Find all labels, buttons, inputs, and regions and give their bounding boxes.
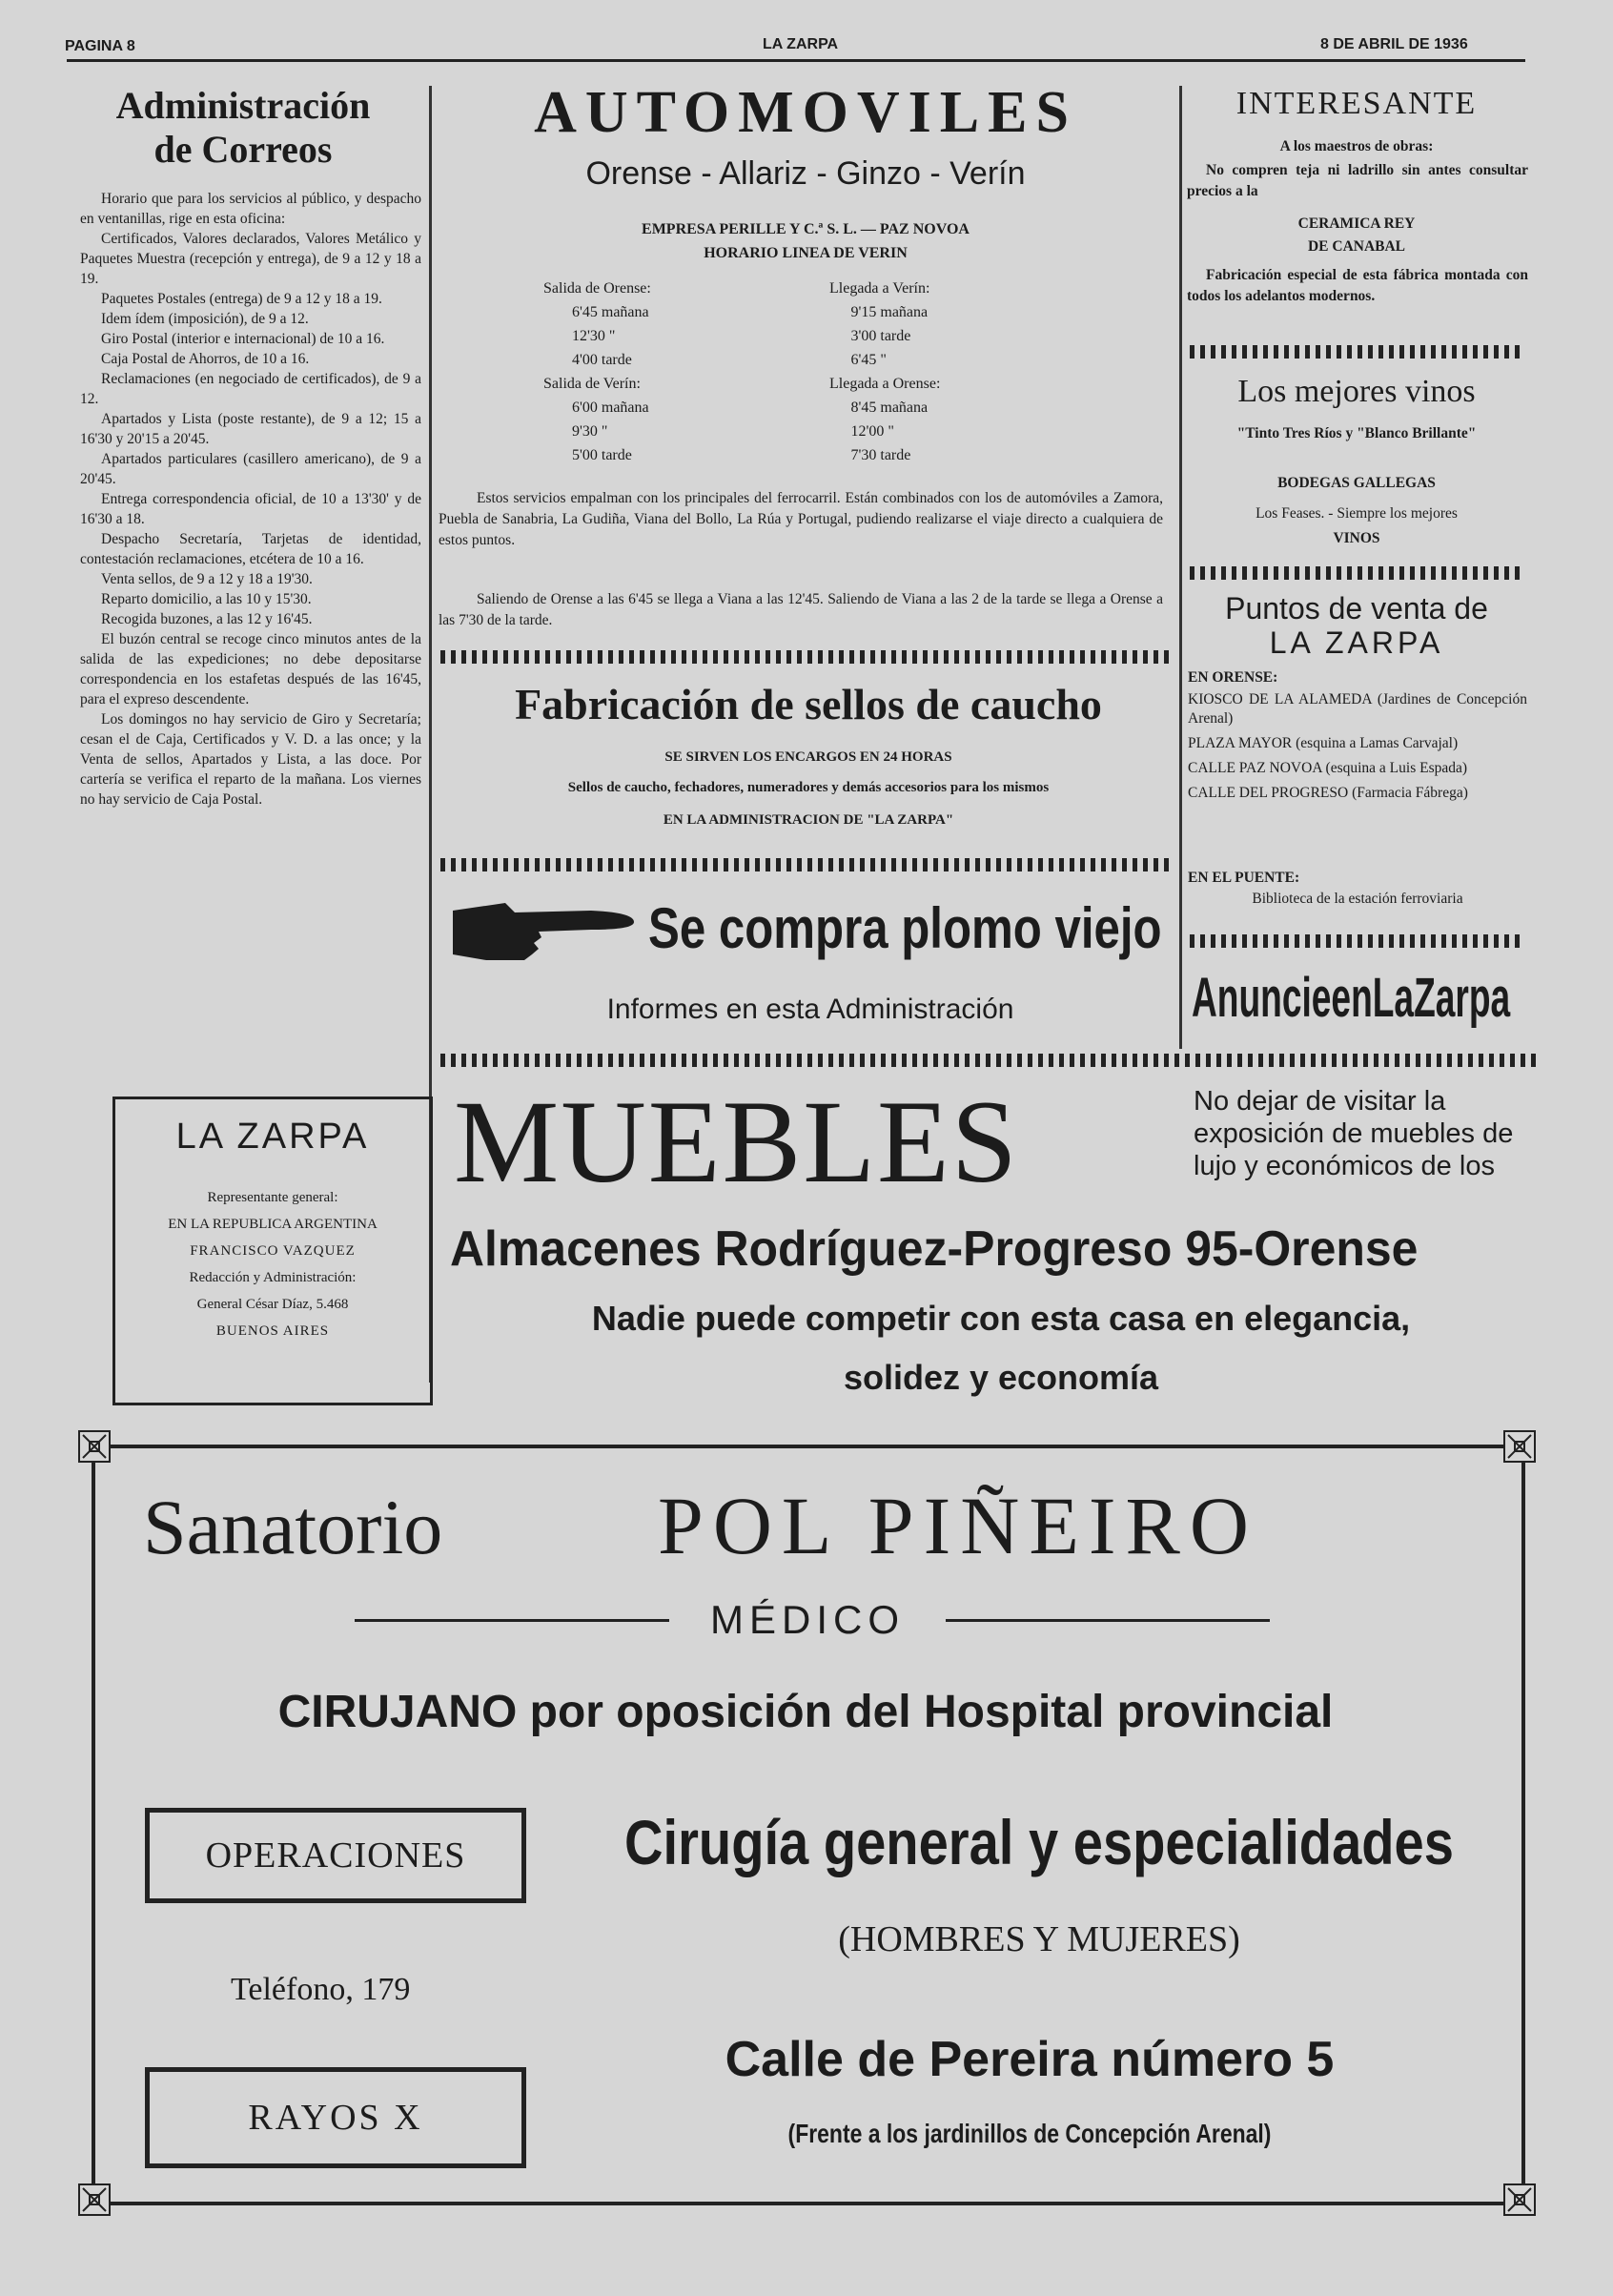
frente-line: (Frente a los jardinillos de Concepción Arenal) xyxy=(787,2119,1272,2148)
separator-dots-r2 xyxy=(1190,566,1523,580)
muebles-line-2: Nadie puede competir con esta casa en elegancia, xyxy=(591,1299,1411,1338)
header-rule xyxy=(67,59,1525,62)
plomo-title: Se compra plomo viejo xyxy=(648,896,1162,960)
arrival-time: 6'45 " xyxy=(850,352,887,368)
corner-ornament-tr xyxy=(1503,1430,1536,1463)
representante-line: EN LA REPUBLICA ARGENTINA xyxy=(168,1217,378,1232)
representante-title: LA ZARPA xyxy=(175,1117,370,1157)
page-number: PAGINA 8 xyxy=(65,38,135,54)
newspaper-name: LA ZARPA xyxy=(763,36,839,52)
medico-rule-right xyxy=(946,1619,1270,1622)
rayos-box xyxy=(145,2067,526,2168)
interesante-text-2: Fabricación especial de esta fábrica montada con todos los adelantos modernos. xyxy=(1187,267,1528,304)
hombres-line: (HOMBRES Y MUJERES) xyxy=(838,1919,1240,1959)
sellos-line-1: SE SIRVEN LOS ENCARGOS EN 24 HORAS xyxy=(664,749,952,765)
separator-dots-1 xyxy=(440,650,1171,664)
vinos-line-1: "Tinto Tres Ríos y "Blanco Brillante" xyxy=(1236,425,1477,441)
schedule-row xyxy=(543,324,1077,348)
departure-time: 4'00 tarde xyxy=(572,352,632,368)
correos-body xyxy=(80,189,421,810)
issue-date: 8 DE ABRIL DE 1936 xyxy=(1320,36,1468,52)
vinos-title: Los mejores vinos xyxy=(1237,374,1476,409)
departure-time: 6'00 mañana xyxy=(572,400,649,416)
muebles-title: MUEBLES xyxy=(454,1076,1019,1207)
puntos-puente-heading: EN EL PUENTE: xyxy=(1188,870,1300,886)
interesante-line-1: A los maestros de obras: xyxy=(1279,138,1434,154)
muebles-line-1: Almacenes Rodríguez-Progreso 95-Orense xyxy=(450,1221,1419,1277)
muebles-line-3: solidez y economía xyxy=(843,1358,1159,1397)
correos-paragraph: Idem ídem (imposición), de 9 a 12. xyxy=(101,311,309,327)
correos-paragraph: El buzón central se recoge cinco minutos antes de la salida de las expediciones; no debe depositarse correspondencia en los estafetas después de las 16'45, para el expreso descendente. xyxy=(80,631,421,707)
correos-paragraph: Horario que para los servicios al público, y despacho en ventanillas, rige en esta oficina: xyxy=(80,191,421,227)
arrival-time: 3'00 tarde xyxy=(850,328,911,344)
correos-title-1: Administración xyxy=(115,84,371,127)
column-divider-right xyxy=(1179,86,1182,1049)
operaciones-box xyxy=(145,1808,526,1903)
correos-paragraph: Giro Postal (interior e internacional) de 10 a 16. xyxy=(101,331,385,347)
corner-ornament-bl xyxy=(78,2183,111,2216)
sellos-title: Fabricación de sellos de caucho xyxy=(515,680,1102,728)
arrival-time: 7'30 tarde xyxy=(850,447,911,463)
vinos-line-2: BODEGAS GALLEGAS xyxy=(1277,475,1436,491)
puntos-list xyxy=(1188,690,1527,809)
cirujano-line: CIRUJANO por oposición del Hospital provincial xyxy=(277,1687,1334,1737)
schedule-row xyxy=(543,348,1077,372)
muebles-side-text: No dejar de visitar la exposición de muebles de lujo y económicos de los xyxy=(1194,1086,1514,1181)
correos-paragraph: Venta sellos, de 9 a 12 y 18 a 19'30. xyxy=(101,571,313,587)
pointing-hand-icon xyxy=(448,892,639,968)
puntos-title-2: LA ZARPA xyxy=(1269,625,1444,660)
correos-paragraph: Apartados y Lista (poste restante), de 9 a 12; 15 a 16'30 y 20'15 a 20'45. xyxy=(80,411,421,447)
medico-rule-left xyxy=(355,1619,669,1622)
departure-time: 5'00 tarde xyxy=(572,447,632,463)
correos-paragraph: Los domingos no hay servicio de Giro y Secretaría; cesan el de Caja, Certificados y V. D. a las once; y la Venta de sellos, Apartados y Lista, a las doce. Por cartería se verifica el reparto de la mañana. Los viernes no hay servicio de Caja Postal. xyxy=(80,711,421,808)
sellos-line-3: EN LA ADMINISTRACION DE "LA ZARPA" xyxy=(663,812,954,828)
representante-line: FRANCISCO VAZQUEZ xyxy=(190,1243,356,1259)
automoviles-note-1: Estos servicios empalman con los principales del ferrocarril. Están combinados con los de automóviles a Zamora, Puebla de Sanabria, La Gudiña, Viana del Bollo, La Rúa y Portugal, pudiendo realizarse el viaje directo a cualquiera de estos puntos. xyxy=(439,490,1163,548)
anuncie-text: AnuncieenLaZarpa xyxy=(1192,967,1511,1029)
puntos-item: CALLE PAZ NOVOA (esquina a Luis Espada) xyxy=(1188,760,1468,776)
puntos-item: CALLE DEL PROGRESO (Farmacia Fábrega) xyxy=(1188,785,1468,801)
medico-label: MÉDICO xyxy=(710,1597,905,1642)
correos-paragraph: Recogida buzones, a las 12 y 16'45. xyxy=(101,611,313,627)
cirugia-line: Cirugía general y especialidades xyxy=(624,1807,1454,1877)
corner-ornament-tl xyxy=(78,1430,111,1463)
representante-box xyxy=(112,1097,433,1405)
puntos-item: PLAZA MAYOR (esquina a Lamas Carvajal) xyxy=(1188,735,1459,751)
automoviles-company: EMPRESA PERILLE Y C.ª S. L. — PAZ NOVOA xyxy=(642,221,970,237)
calle-line: Calle de Pereira número 5 xyxy=(725,2032,1335,2087)
interesante-title: INTERESANTE xyxy=(1235,86,1478,121)
plomo-subtitle: Informes en esta Administración xyxy=(606,994,1014,1025)
schedule-row xyxy=(543,420,1077,443)
puntos-puente-item: Biblioteca de la estación ferroviaria xyxy=(1252,891,1463,907)
correos-paragraph: Entrega correspondencia oficial, de 10 a 13'30' y de 16'30 a 18. xyxy=(80,491,421,527)
separator-dots-3 xyxy=(440,1054,1537,1067)
ceramica-name-2: DE CANABAL xyxy=(1307,238,1406,255)
representante-line: Representante general: xyxy=(207,1190,338,1205)
schedule-col-right: Llegada a Verín: xyxy=(829,280,930,297)
correos-paragraph: Reparto domicilio, a las 10 y 15'30. xyxy=(101,591,312,607)
departure-time: 9'30 " xyxy=(572,423,608,440)
schedule-title: HORARIO LINEA DE VERIN xyxy=(704,245,908,261)
telefono-line: Teléfono, 179 xyxy=(231,1972,411,2007)
corner-ornament-br xyxy=(1503,2183,1536,2216)
correos-paragraph: Apartados particulares (casillero americano), de 9 a 20'45. xyxy=(80,451,421,487)
separator-dots-r3 xyxy=(1190,934,1523,948)
puntos-title-1: Puntos de venta de xyxy=(1225,591,1488,625)
automoviles-note-2: Saliendo de Orense a las 6'45 se llega a Viana a las 12'45. Saliendo de Viana a las 2 de la tarde se llega a Orense a las 7'30 de la tarde. xyxy=(439,591,1163,628)
operaciones-label: OPERACIONES xyxy=(205,1835,466,1876)
representante-line: General César Díaz, 5.468 xyxy=(196,1297,349,1312)
schedule-col-left: Salida de Orense: xyxy=(543,280,651,297)
correos-paragraph: Reclamaciones (en negociado de certificados), de 9 a 12. xyxy=(80,371,421,407)
schedule-table-1 xyxy=(543,277,1077,467)
arrival-time: 9'15 mañana xyxy=(850,304,929,320)
correos-paragraph: Certificados, Valores declarados, Valores Metálico y Paquetes Muestra (recepción y entrega), de 9 a 12 y 18 a 19. xyxy=(80,231,421,287)
departure-time: 12'30 " xyxy=(572,328,616,344)
correos-paragraph: Caja Postal de Ahorros, de 10 a 16. xyxy=(101,351,310,367)
correos-heading xyxy=(67,84,419,172)
correos-paragraph: Despacho Secretaría, Tarjetas de identidad, contestación reclamaciones, etcétera de 10 a 16. xyxy=(80,531,421,567)
vinos-line-3: Los Feases. - Siempre los mejores xyxy=(1256,505,1458,522)
schedule-col-right-2: Llegada a Orense: xyxy=(829,376,941,392)
arrival-time: 12'00 " xyxy=(850,423,894,440)
interesante-text: No compren teja ni ladrillo sin antes consultar precios a la xyxy=(1187,162,1528,199)
sellos-line-2: Sellos de caucho, fechadores, numeradores y demás accesorios para los mismos xyxy=(567,780,1050,795)
departure-time: 6'45 mañana xyxy=(572,304,649,320)
ceramica-name-1: CERAMICA REY xyxy=(1297,215,1416,232)
automoviles-title: AUTOMOVILES xyxy=(534,80,1077,145)
correos-paragraph: Paquetes Postales (entrega) de 9 a 12 y 18 a 19. xyxy=(101,291,382,307)
schedule-col-left-2: Salida de Verín: xyxy=(543,376,641,392)
arrival-time: 8'45 mañana xyxy=(850,400,929,416)
representante-line: Redacción y Administración: xyxy=(189,1270,357,1285)
correos-title-2: de Correos xyxy=(153,128,333,171)
schedule-row xyxy=(543,443,1077,467)
vinos-line-4: VINOS xyxy=(1333,530,1380,546)
separator-dots-2 xyxy=(440,858,1171,871)
representante-line: BUENOS AIRES xyxy=(215,1323,330,1339)
sanatorio-title-2: POL PIÑEIRO xyxy=(658,1480,1258,1571)
rayos-label: RAYOS X xyxy=(248,2098,423,2138)
representante-lines xyxy=(115,1184,430,1344)
separator-dots-r1 xyxy=(1190,345,1523,359)
sanatorio-title-1: Sanatorio xyxy=(143,1484,443,1570)
puntos-orense-heading: EN ORENSE: xyxy=(1188,669,1278,686)
schedule-row xyxy=(543,300,1077,324)
automoviles-route: Orense - Allariz - Ginzo - Verín xyxy=(585,155,1026,192)
schedule-row xyxy=(543,396,1077,420)
puntos-item: KIOSCO DE LA ALAMEDA (Jardines de Concepción Arenal) xyxy=(1188,691,1527,727)
